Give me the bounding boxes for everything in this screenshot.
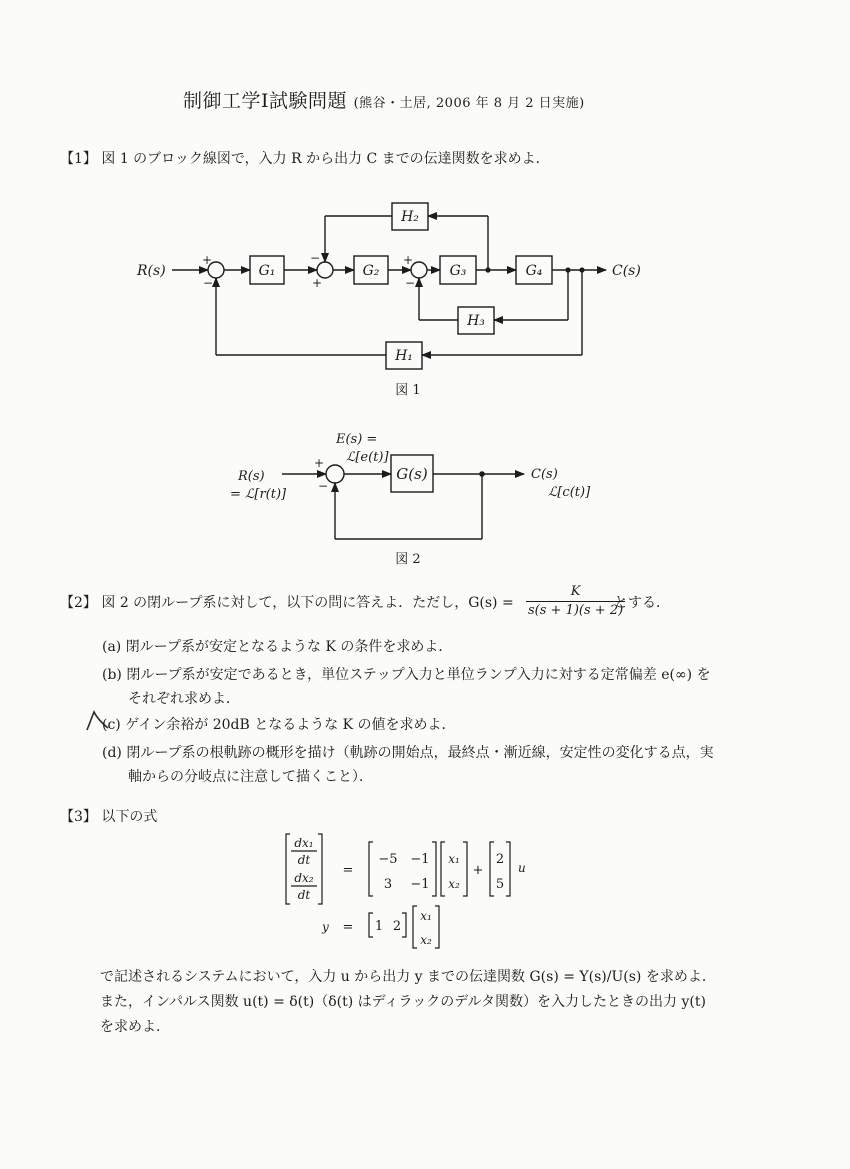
q3-line-1: で記述されるシステムにおいて，入力 u から出力 y までの伝達関数 G(s) = Y(s)/U(s) を求めよ． [100, 969, 716, 985]
question-2-label: 【2】 [60, 595, 97, 611]
question-2 [60, 592, 514, 612]
svg-text:−: − [405, 276, 416, 290]
eq-u: u [518, 861, 526, 875]
eq-equals-2: = [342, 920, 354, 935]
block-g-s-label: G(s) [396, 465, 428, 483]
eq-dx2: dx₂ [294, 871, 314, 885]
question-3-intro: 以下の式 [101, 809, 158, 825]
q2-item-c [102, 714, 456, 734]
eq-equals-1: = [342, 863, 354, 878]
c-matrix-2: 2 [392, 919, 402, 934]
eq-x2-second: x₂ [420, 933, 432, 947]
svg-text:+: + [403, 253, 414, 267]
g-s-fraction [526, 583, 625, 620]
q3-line-2: また，インパルス関数 u(t) = δ(t)（δ(t) はディラックのデルタ関数）を入力したときの出力 y(t) [100, 994, 706, 1010]
block-h2-label: H₂ [401, 209, 419, 225]
figure-2-block-diagram [0, 420, 850, 570]
block-g4-label: G₄ [525, 263, 543, 279]
q2-item-b-text-2: それぞれ求めよ． [128, 691, 240, 707]
question-3-label: 【3】 [60, 809, 97, 825]
state-space-equations [270, 830, 570, 954]
b-vector-1: 2 [495, 852, 505, 867]
eq-x1: x₁ [448, 852, 460, 866]
svg-text:+: + [314, 456, 325, 470]
fig1-input-label: R(s) [137, 263, 166, 279]
q2-item-b-text-1: 閉ループ系が安定であるとき，単位ステップ入力と単位ランプ入力に対する定常偏差 e(∞) を [126, 667, 711, 683]
fig2-error-laplace: ℒ[e(t)] [346, 450, 389, 465]
svg-text:−: − [203, 276, 214, 290]
q2-item-d-text-1: 閉ループ系の根軌跡の概形を描け（軌跡の開始点，最終点・漸近線，安定性の変化する点，実 [126, 745, 714, 761]
fraction-denominator: s(s + 1)(s + 2) [528, 603, 624, 618]
figure-1-caption: 図 1 [395, 383, 421, 398]
block-g3-label: G₃ [449, 263, 467, 279]
fig1-output-label: C(s) [612, 263, 641, 279]
eq-plus: + [472, 863, 484, 878]
question-2-tail: とする． [614, 595, 670, 611]
a-matrix-11: −5 [378, 852, 398, 867]
c-matrix-1: 1 [374, 919, 384, 934]
eq-dt-1: dt [297, 853, 311, 867]
svg-text:+: + [202, 253, 213, 267]
question-1-text: 図 1 のブロック線図で，入力 R から出力 C までの伝達関数を求めよ． [101, 151, 550, 167]
figure-2-caption: 図 2 [395, 552, 421, 567]
figure-1-block-diagram [0, 0, 850, 420]
question-1-label: 【1】 [60, 151, 97, 167]
eq-x1-second: x₁ [420, 909, 432, 923]
title-subtitle: (熊谷・土居, 2006 年 8 月 2 日実施) [353, 96, 585, 111]
fig2-input-label: R(s) [238, 469, 265, 484]
q2-item-c-text: ゲイン余裕が 20dB となるような K の値を求めよ． [125, 717, 456, 733]
question-2-text: 図 2 の閉ループ系に対して，以下の問に答えよ．ただし，G(s) = [101, 595, 514, 611]
fig2-sum-junction [326, 465, 344, 483]
q2-item-d-text-2: 軸からの分岐点に注意して描くこと）． [128, 769, 373, 785]
title-main: 制御工学Ⅰ試験問題 [183, 90, 348, 112]
block-h3-label: H₃ [467, 313, 485, 329]
fig2-input-laplace: = ℒ[r(t)] [230, 487, 287, 502]
question-3 [60, 806, 157, 826]
q2-item-a [102, 636, 452, 656]
svg-text:−: − [318, 479, 329, 493]
fig2-output-laplace: ℒ[c(t)] [548, 485, 591, 500]
fig2-error-label: E(s) = [336, 432, 378, 447]
block-g2-label: G₂ [362, 263, 380, 279]
b-vector-2: 5 [495, 877, 505, 892]
block-g1-label: G₁ [258, 263, 276, 279]
q2-item-b [102, 664, 711, 684]
eq-dt-2: dt [297, 888, 311, 902]
q3-line-3: を求めよ． [100, 1019, 170, 1035]
a-matrix-22: −1 [410, 877, 430, 892]
eq-y: y [322, 920, 329, 934]
q2-item-a-label: (a) [102, 639, 122, 655]
q2-item-d [102, 742, 714, 762]
q2-item-a-text: 閉ループ系が安定となるような K の条件を求めよ． [125, 639, 453, 655]
eq-dx1: dx₁ [294, 836, 314, 850]
svg-text:+: + [312, 276, 323, 290]
q2-item-d-label: (d) [102, 745, 122, 761]
a-matrix-21: 3 [383, 877, 393, 892]
q2-item-b-label: (b) [102, 667, 122, 683]
fig2-output-label: C(s) [531, 467, 558, 482]
eq-x2: x₂ [448, 877, 460, 891]
block-h1-label: H₁ [395, 348, 413, 364]
a-matrix-12: −1 [410, 852, 430, 867]
q2-item-c-label: (c) [102, 717, 121, 733]
fraction-numerator: K [570, 584, 581, 599]
svg-text:−: − [310, 251, 321, 265]
